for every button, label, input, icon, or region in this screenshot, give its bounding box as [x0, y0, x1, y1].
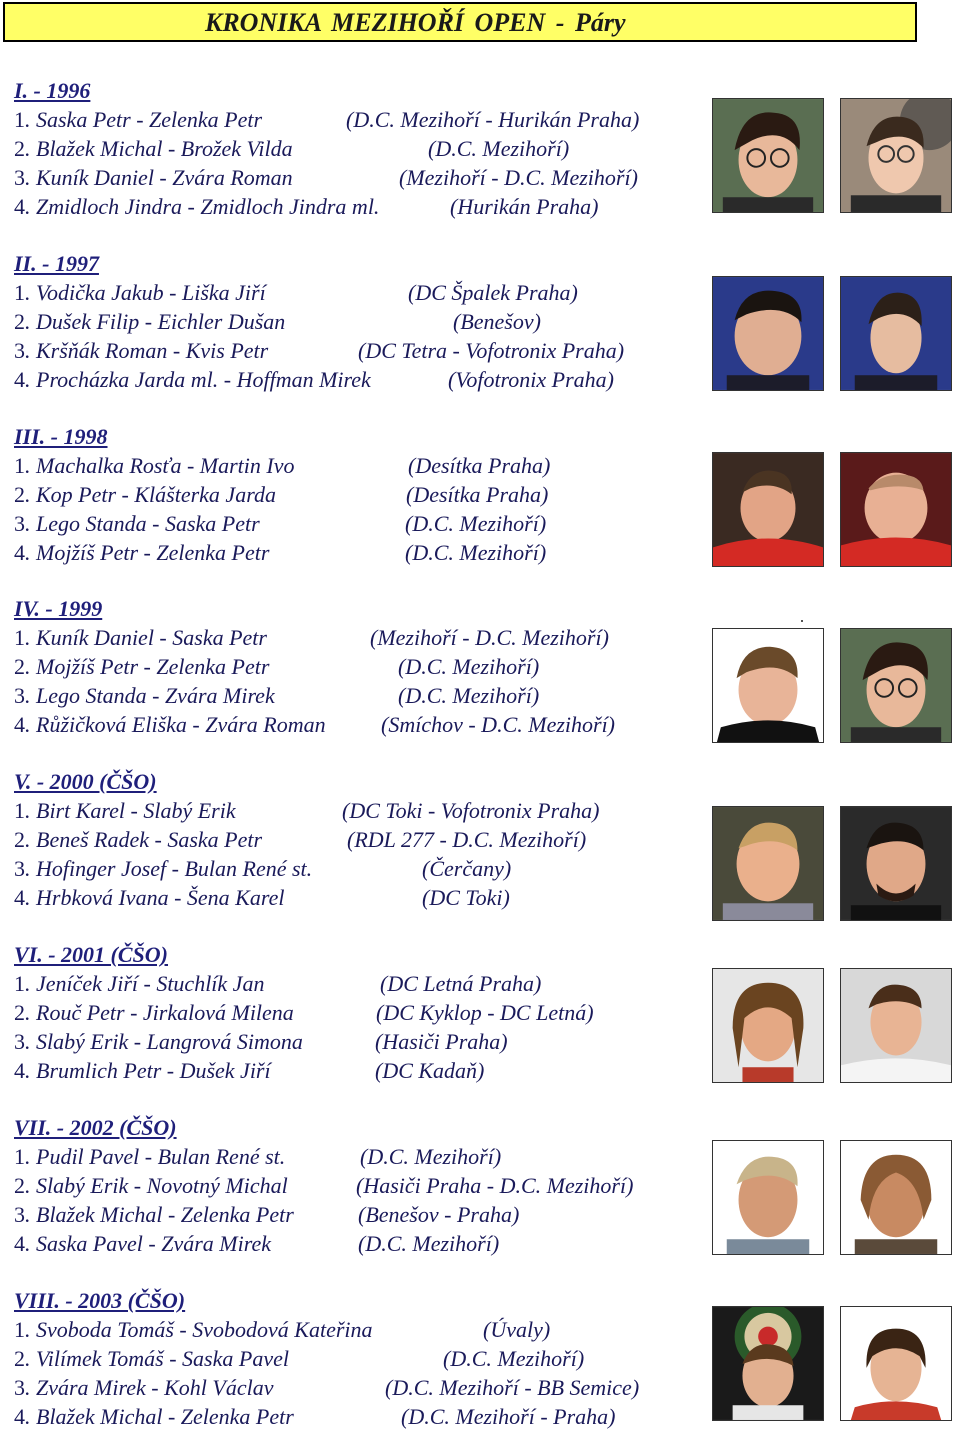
result-row: 4. Saska Pavel - Zvára Mirek (D.C. Mezihoří)	[14, 1231, 500, 1256]
section-heading: VI. - 2001 (ČŠO)	[14, 942, 169, 967]
winner-photo	[840, 628, 952, 743]
result-row: 3. Kršňák Roman - Kvis Petr (DC Tetra - Vofotronix Praha)	[14, 338, 625, 363]
result-row: 1. Pudil Pavel - Bulan René st. (D.C. Mezihoří)	[14, 1144, 502, 1169]
winner-photo	[840, 1306, 952, 1421]
result-row: 2. Slabý Erik - Novotný Michal (Hasiči Praha - D.C. Mezihoří)	[14, 1173, 634, 1198]
result-row: 4. Procházka Jarda ml. - Hoffman Mirek (Vofotronix Praha)	[14, 367, 614, 392]
winner-photo	[712, 806, 824, 921]
winner-photo	[712, 968, 824, 1083]
winner-photo	[840, 1140, 952, 1255]
result-row: 3. Lego Standa - Saska Petr (D.C. Mezihoří)	[14, 511, 547, 536]
winner-photo	[840, 98, 952, 213]
section-heading: I. - 1996	[14, 78, 91, 103]
result-row: 4. Brumlich Petr - Dušek Jiří (DC Kadaň)	[14, 1058, 485, 1083]
winner-photo	[712, 98, 824, 213]
result-row: 3. Blažek Michal - Zelenka Petr (Benešov - Praha)	[14, 1202, 520, 1227]
result-row: 1. Jeníček Jiří - Stuchlík Jan (DC Letná Praha)	[14, 971, 542, 996]
result-row: 4. Zmidloch Jindra - Zmidloch Jindra ml. (Hurikán Praha)	[14, 194, 599, 219]
result-row: 2. Vilímek Tomáš - Saska Pavel (D.C. Mezihoří)	[14, 1346, 585, 1371]
section-heading: II. - 1997	[14, 251, 99, 276]
result-row: 3. Kuník Daniel - Zvára Roman (Mezihoří - D.C. Mezihoří)	[14, 165, 638, 190]
section-heading: III. - 1998	[14, 424, 108, 449]
winner-photo	[712, 276, 824, 391]
section-heading: VII. - 2002 (ČŠO)	[14, 1115, 177, 1140]
result-row: 2. Kop Petr - Klášterka Jarda (Desítka Praha)	[14, 482, 549, 507]
result-row: 2. Beneš Radek - Saska Petr (RDL 277 - D.C. Mezihoří)	[14, 827, 587, 852]
winner-photo	[712, 1140, 824, 1255]
section-heading: IV. - 1999	[14, 596, 103, 621]
result-row: 3. Zvára Mirek - Kohl Václav (D.C. Mezihoří - BB Semice)	[14, 1375, 640, 1400]
result-row: 2. Blažek Michal - Brožek Vilda (D.C. Mezihoří)	[14, 136, 570, 161]
result-row: 4. Blažek Michal - Zelenka Petr (D.C. Mezihoří - Praha)	[14, 1404, 616, 1429]
winner-photo	[840, 968, 952, 1083]
result-row: 3. Lego Standa - Zvára Mirek (D.C. Mezihoří)	[14, 683, 540, 708]
winner-photo	[712, 1306, 824, 1421]
stray-mark	[801, 620, 803, 622]
winner-photo	[840, 276, 952, 391]
result-row: 3. Slabý Erik - Langrová Simona (Hasiči Praha)	[14, 1029, 508, 1054]
result-row: 2. Dušek Filip - Eichler Dušan (Benešov)	[14, 309, 541, 334]
result-row: 1. Birt Karel - Slabý Erik (DC Toki - Vofotronix Praha)	[14, 798, 600, 823]
result-row: 4. Růžičková Eliška - Zvára Roman (Smíchov - D.C. Mezihoří)	[14, 712, 616, 737]
winner-photo	[712, 452, 824, 567]
winner-photo	[840, 806, 952, 921]
result-row: 4. Mojžíš Petr - Zelenka Petr (D.C. Mezihoří)	[14, 540, 547, 565]
result-row: 4. Hrbková Ivana - Šena Karel (DC Toki)	[14, 885, 510, 910]
result-row: 2. Mojžíš Petr - Zelenka Petr (D.C. Mezihoří)	[14, 654, 540, 679]
result-row: 1. Vodička Jakub - Liška Jiří (DC Špalek Praha)	[14, 280, 578, 305]
section-heading: V. - 2000 (ČŠO)	[14, 769, 157, 794]
result-row: 1. Kuník Daniel - Saska Petr (Mezihoří - D.C. Mezihoří)	[14, 625, 609, 650]
section-heading: VIII. - 2003 (ČŠO)	[14, 1288, 186, 1313]
winner-photo	[712, 628, 824, 743]
title-banner	[3, 2, 917, 42]
page-title: KRONIKA MEZIHOŘÍ OPEN - Páry	[205, 8, 626, 37]
result-row: 1. Svoboda Tomáš - Svobodová Kateřina (Úvaly)	[14, 1317, 551, 1342]
result-row: 1. Machalka Rosťa - Martin Ivo (Desítka Praha)	[14, 453, 551, 478]
result-row: 1. Saska Petr - Zelenka Petr (D.C. Mezihoří - Hurikán Praha)	[14, 107, 640, 132]
winner-photo	[840, 452, 952, 567]
result-row: 2. Rouč Petr - Jirkalová Milena (DC Kyklop - DC Letná)	[14, 1000, 594, 1025]
result-row: 3. Hofinger Josef - Bulan René st. (Čerčany)	[14, 856, 512, 881]
